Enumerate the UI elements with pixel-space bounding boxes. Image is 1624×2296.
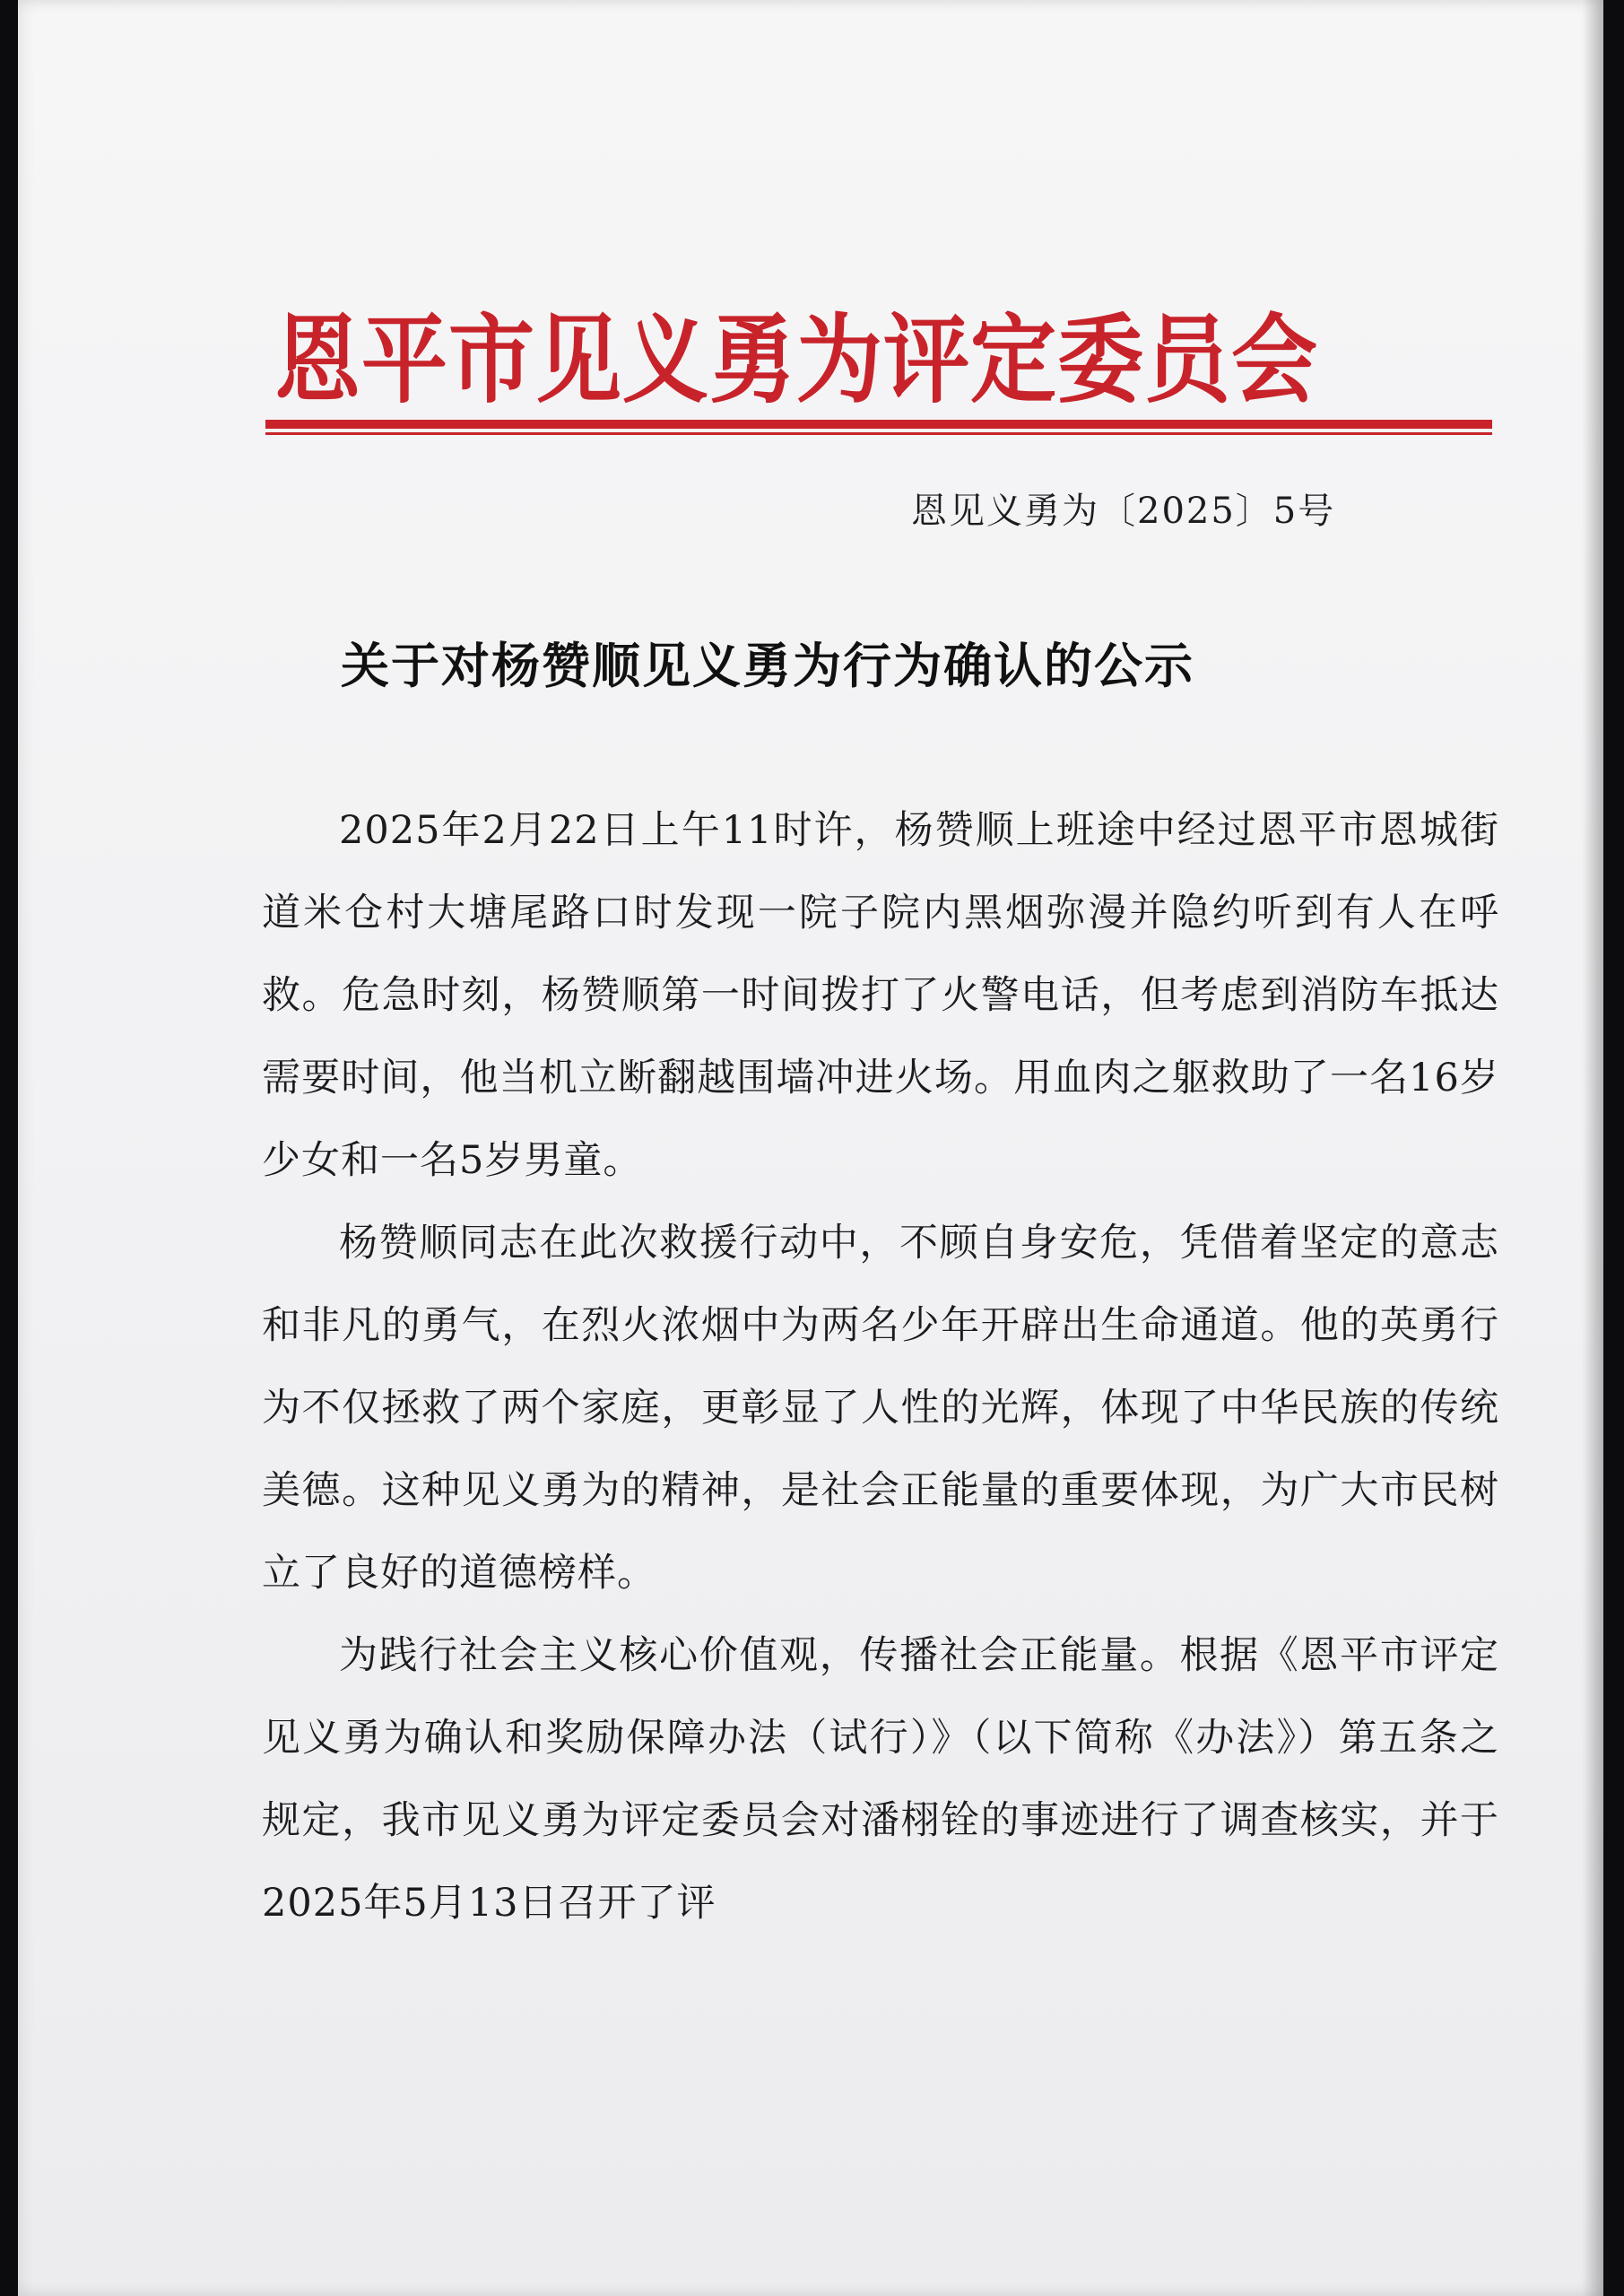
paragraph-3: 为践行社会主义核心价值观，传播社会正能量。根据《恩平市评定见义勇为确认和奖励保障办法（试行）》（以下简称《办法》）第五条之规定，我市见义勇为评定委员会对潘栩铨的事迹进行了调查核实，并于2025年5月13日召开了评 [262, 1633, 1499, 1926]
paragraph-2: 杨赞顺同志在此次救援行动中，不顾自身安危，凭借着坚定的意志和非凡的勇气，在烈火浓烟中为两名少年开辟出生命通道。他的英勇行为不仅拯救了两个家庭，更彰显了人性的光辉，体现了中华民族的传统美德。这种见义勇为的精神，是社会正能量的重要体现，为广大市民树立了良好的道德榜样。 [262, 1221, 1499, 1596]
header-red-rule [265, 420, 1492, 429]
notice-body [262, 789, 1499, 1944]
document-number: 恩见义勇为〔2025〕5号 [911, 491, 1336, 532]
document-page [18, 0, 1603, 2296]
page-edge-shadow [1582, 0, 1603, 2296]
paragraph-1: 2025年2月22日上午11时许，杨赞顺上班途中经过恩平市恩城街道米仓村大塘尾路口时发现一院子院内黑烟弥漫并隐约听到有人在呼救。危急时刻，杨赞顺第一时间拨打了火警电话，但考虑到消防车抵达需要时间，他当机立断翻越围墙冲进火场。用血肉之躯救助了一名16岁少女和一名5岁男童。 [262, 808, 1499, 1183]
notice-title: 关于对杨赞顺见义勇为行为确认的公示 [341, 637, 1194, 694]
issuer-header: 恩平市见义勇为评定委员会 [274, 302, 1318, 417]
header-red-rule-thin [265, 432, 1492, 435]
